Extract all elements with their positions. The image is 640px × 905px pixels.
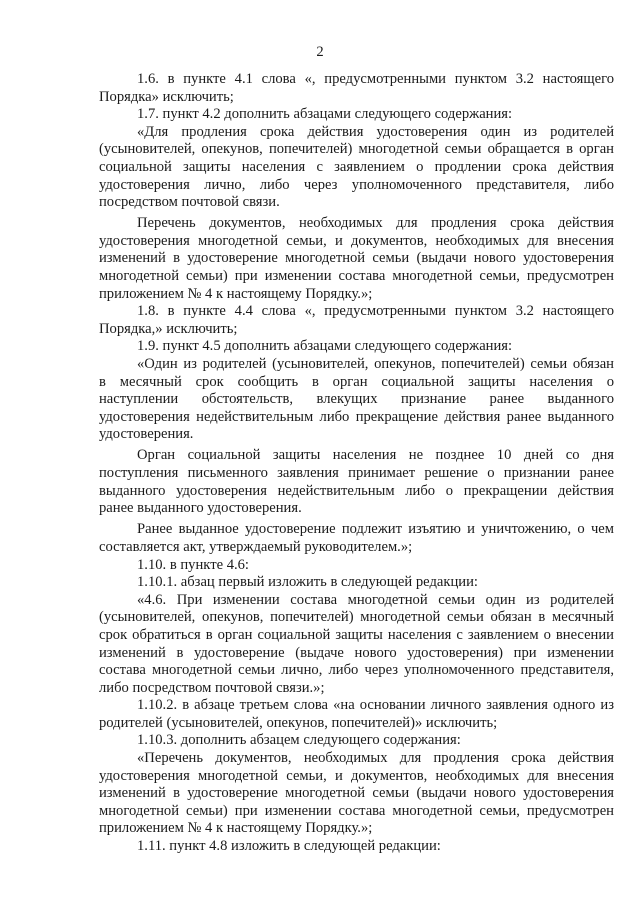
text-line: «Перечень документов, необходимых для продления срока действия	[137, 750, 614, 767]
text-line: Порядка» исключить;	[99, 88, 234, 105]
text-line: составляется акт, утверждаемый руководителем.»;	[99, 538, 413, 555]
text-line: родителей (усыновителей, опекунов, попечителей)» исключить;	[99, 714, 498, 731]
text-line: удостоверения многодетной семьи, и документов, необходимых для внесения	[99, 232, 614, 249]
text-line: (усыновителей, опекунов, попечителей) многодетной семьи обязан в месячный	[99, 609, 614, 626]
text-line: 1.11. пункт 4.8 изложить в следующей редакции:	[137, 838, 441, 855]
text-line: ранее выданного удостоверения.	[99, 500, 302, 517]
text-line: многодетной семьи) при изменении состава многодетной семьи, предусмотрен	[99, 802, 614, 819]
text-line: приложением № 4 к настоящему Порядку.»;	[99, 820, 373, 837]
text-line: 1.10. в пункте 4.6:	[137, 556, 249, 573]
text-line: посредством почтовой связи.	[99, 194, 280, 211]
text-line: изменений в удостоверение (выдаче нового удостоверения) при изменении	[99, 644, 614, 661]
text-line: срок обратиться в орган социальной защиты населения с заявлением о внесении	[99, 626, 614, 643]
text-line: «4.6. При изменении состава многодетной семьи один из родителей	[137, 591, 614, 608]
text-line: наступлении обстоятельств, влекущих признание ранее выданного	[99, 391, 614, 408]
text-line: либо посредством почтовой связи.»;	[99, 679, 325, 696]
text-line: 1.6. в пункте 4.1 слова «, предусмотренными пунктом 3.2 настоящего	[137, 71, 614, 87]
text-line: удостоверения многодетной семьи, и документов, необходимых для внесения	[99, 767, 614, 784]
text-line: 1.9. пункт 4.5 дополнить абзацами следующего содержания:	[137, 338, 513, 355]
text-line: 1.7. пункт 4.2 дополнить абзацами следующего содержания:	[137, 106, 513, 123]
text-line: состава многодетной семьи лично, либо через уполномоченного представителя,	[99, 662, 614, 679]
text-line: приложением № 4 к настоящему Порядку.»;	[99, 285, 373, 302]
text-line: изменений в удостоверение многодетной семьи (выдачи нового удостоверения	[99, 785, 614, 802]
text-line: 1.10.2. в абзаце третьем слова «на основании личного заявления одного из	[137, 697, 614, 714]
text-line: поступления письменного заявления принимает решение о признании ранее	[99, 465, 614, 482]
text-line: «Один из родителей (усыновителей, опекунов, попечителей) семьи обязан	[137, 356, 614, 372]
text-line: Перечень документов, необходимых для продления срока действия	[137, 215, 614, 232]
page-number: 2	[316, 44, 324, 60]
text-line: Порядка,» исключить;	[99, 320, 238, 337]
text-line: «Для продления срока действия удостоверения один из родителей	[137, 123, 614, 140]
text-line: многодетной семьи) при изменении состава многодетной семьи, предусмотрен	[99, 268, 614, 285]
text-line: выданного удостоверения недействительным либо о прекращении действия	[99, 482, 614, 499]
text-line: (усыновителей, опекунов, попечителей) многодетной семьи обращается в орган	[99, 141, 614, 158]
text-line: социальной защиты населения с заявлением о продлении срока действия	[99, 158, 614, 175]
text-line: Орган социальной защиты населения не позднее 10 дней со дня	[137, 447, 614, 464]
text-line: удостоверения недействительным либо прекращение действия ранее выданного	[99, 408, 614, 425]
text-line: в месячный срок сообщить в орган социальной защиты населения о	[99, 373, 614, 390]
text-line: 1.10.1. абзац первый изложить в следующей редакции:	[137, 574, 478, 591]
text-line: изменений в удостоверение многодетной семьи (выдачи нового удостоверения	[99, 250, 614, 267]
text-line: Ранее выданное удостоверение подлежит изъятию и уничтожению, о чем	[137, 521, 614, 538]
text-line: 1.10.3. дополнить абзацем следующего содержания:	[137, 732, 461, 749]
text-line: удостоверения лично, либо через уполномоченного представителя, либо	[99, 176, 614, 193]
document-body	[99, 71, 614, 856]
text-line: 1.8. в пункте 4.4 слова «, предусмотренными пунктом 3.2 настоящего	[137, 303, 614, 320]
text-line: удостоверения.	[99, 426, 194, 443]
